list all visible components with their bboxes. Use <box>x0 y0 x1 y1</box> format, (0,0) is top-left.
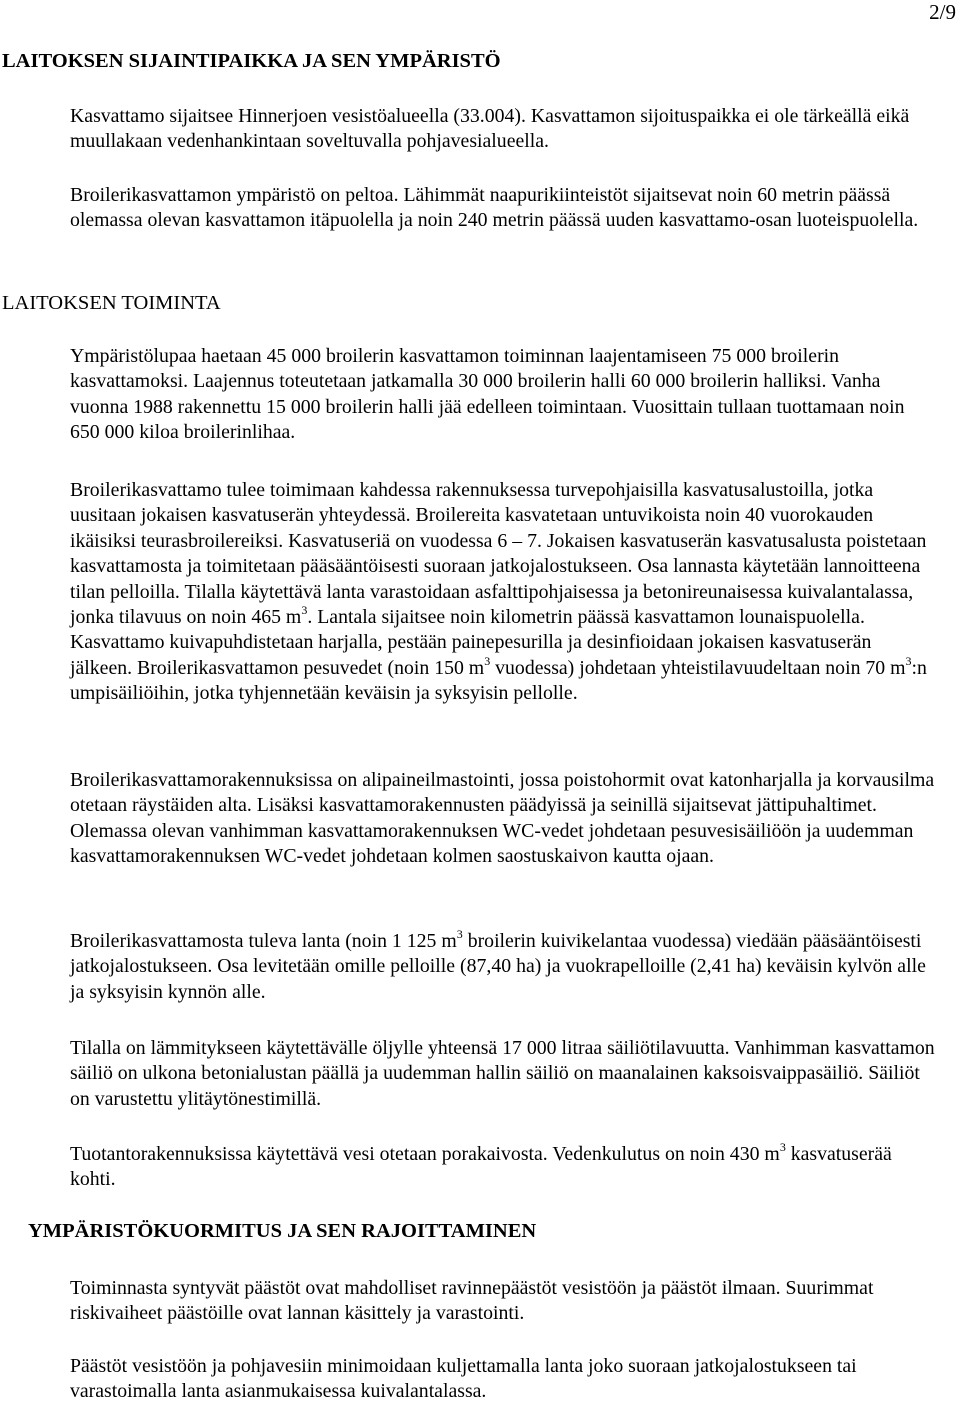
paragraph-operation-rearing-text-b: . Lantala sijaitsee noin kilometrin päässä kasvattamon lounaispuolella. Kasvattamo kuivapuhdistetaan harjalla, pestään painepesurilla ja desinfioidaan jokaisen kasvatuserän jälkeen. Broilerikasvattamon pesuvedet (noin 150 m <box>70 606 872 679</box>
paragraph-location-surroundings: Broilerikasvattamon ympäristö on peltoa. Lähimmät naapurikiinteistöt sijaitsevat noin 60 metrin päässä olemassa olevan kasvattamon itäpuolella ja noin 240 metrin päässä uuden kasvattamo-osan luoteispuolella. <box>70 184 919 232</box>
paragraph-operation-water-text-b: kasvatuserää kohti. <box>70 1143 892 1191</box>
paragraph-operation-ventilation: Broilerikasvattamorakennuksissa on alipaineilmastointi, jossa poistohormit ovat katonharjalla ja korvausilma otetaan räystäiden alta. Lisäksi kasvattamorakennusten päädyissä ja seinillä sijaitsevat jättipuhaltimet. Olemassa olevan vanhimman kasvattamorakennuksen WC-vedet johdetaan pesuvesisäiliöön ja uudemman kasvattamorakennuksen WC-vedet johdetaan kolmen saostuskaivon kautta ojaan. <box>70 769 935 868</box>
section-heading-operation: LAITOKSEN TOIMINTA <box>2 292 221 314</box>
paragraph-operation-manure-text-a: Broilerikasvattamosta tuleva lanta (noin 1 125 m <box>70 930 457 952</box>
paragraph-operation-rearing <box>70 478 938 707</box>
superscript-cubic-5: 3 <box>779 1140 786 1154</box>
section-heading-emissions: YMPÄRISTÖKUORMITUS JA SEN RAJOITTAMINEN <box>28 1220 537 1242</box>
paragraph-operation-rearing-text-c: vuodessa) johdetaan yhteistilavuudeltaan noin 70 m <box>490 656 906 679</box>
superscript-cubic-4: 3 <box>456 927 463 941</box>
paragraph-emissions-sources: Toiminnasta syntyvät päästöt ovat mahdolliset ravinnepäästöt vesistöön ja päästöt ilmaan. Suurimmat riskivaiheet päästöille ovat lannan käsittely ja varastointi. <box>70 1277 874 1325</box>
paragraph-emissions-minimization: Päästöt vesistöön ja pohjavesiin minimoidaan kuljettamalla lanta joko suoraan jatkojalostukseen tai varastoimalla lanta asianmukaisessa kuivalantalassa. <box>70 1355 857 1403</box>
section-heading-location: LAITOKSEN SIJAINTIPAIKKA JA SEN YMPÄRISTÖ <box>2 50 501 72</box>
superscript-cubic-1: 3 <box>301 603 308 618</box>
superscript-cubic-3: 3 <box>905 653 912 668</box>
paragraph-operation-manure-text-b: broilerin kuivikelantaa vuodessa) viedään pääsääntöisesti jatkojalostukseen. Osa levitetään omille pelloille (87,40 ha) ja vuokrapelloille (2,41 ha) keväisin kylvön alle ja syksyisin kynnön alle. <box>70 930 926 1003</box>
superscript-cubic-2: 3 <box>484 653 491 668</box>
page-number: 2/9 <box>929 0 956 24</box>
paragraph-operation-water <box>70 1142 938 1193</box>
paragraph-operation-water-text-a: Tuotantorakennuksissa käytettävä vesi otetaan porakaivosta. Vedenkulutus on noin 430 m <box>70 1143 780 1165</box>
paragraph-operation-rearing-text-d: :n umpisäiliöihin, jotka tyhjennetään keväisin ja syksyisin pellolle. <box>70 656 927 705</box>
paragraph-operation-rearing-text-a: Broilerikasvattamo tulee toimimaan kahdessa rakennuksessa turvepohjaisilla kasvatusalustoilla, jotka uusitaan jokaisen kasvatuserän yhteydessä. Broilereita kasvatetaan untuvikoista noin 40 vuorokauden ikäisiksi teurasbroilereiksi. Kasvatuseriä on vuodessa 6 – 7. Jokaisen kasvatuserän kasvatusalusta poistetaan kasvattamosta ja toimitetaan pääsääntöisesti suoraan jatkojalostukseen. Osa lannasta käytetään lannoitteena tilan pelloilla. Tilalla käytettävä lanta varastoidaan asfalttipohjaisessa ja betonireunaisessa kuivalantalassa, jonka tilavuus on noin 465 m <box>70 479 927 629</box>
paragraph-location-watershed: Kasvattamo sijaitsee Hinnerjoen vesistöalueella (33.004). Kasvattamon sijoituspaikka ei ole tärkeällä eikä muullakaan vedenhankintaan soveltuvalla pohjavesialueella. <box>70 105 910 153</box>
paragraph-operation-oil: Tilalla on lämmitykseen käytettävälle öljylle yhteensä 17 000 litraa säiliötilavuutta. Vanhimman kasvattamon säiliö on ulkona betonialustan päällä ja uudemman hallin säiliö on maanalainen kaksoisvaippasäiliö. Säiliöt on varustettu ylitäytönestimillä. <box>70 1037 935 1110</box>
paragraph-operation-permit: Ympäristölupaa haetaan 45 000 broilerin kasvattamon toiminnan laajentamiseen 75 000 broilerin kasvattamoksi. Laajennus toteutetaan jatkamalla 30 000 broilerin halli 60 000 broilerin halliksi. Vanha vuonna 1988 rakennettu 15 000 broilerin halli jää edelleen toimintaan. Vuosittain tullaan tuottamaan noin 650 000 kiloa broilerinlihaa. <box>70 345 905 444</box>
paragraph-operation-manure <box>70 929 938 1005</box>
